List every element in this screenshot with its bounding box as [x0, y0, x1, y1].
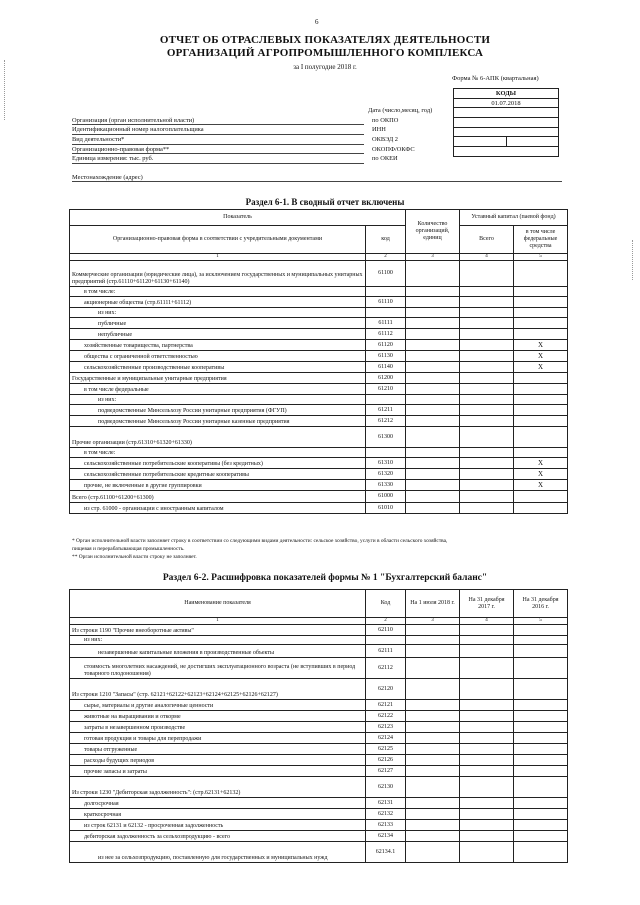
total-cell	[460, 427, 514, 448]
value-2018-07-cell	[406, 679, 460, 700]
section-6-2-table	[69, 589, 568, 863]
count-cell	[406, 340, 460, 351]
row-label: из нее за сельхозпродукцию, поставленную для государственных и муниципальных нужд	[70, 842, 366, 863]
form-number: Форма № 6-АПК (квартальная)	[452, 75, 539, 82]
code-header: код	[366, 226, 406, 254]
total-header: Всего	[460, 226, 514, 254]
col-number: 1	[70, 618, 366, 625]
col-number: 4	[460, 254, 514, 261]
row-code	[366, 308, 406, 318]
date-header: На 31 декабря 2017 г.	[460, 590, 514, 618]
value-2018-07-cell	[406, 744, 460, 755]
value-2017-12-cell	[460, 777, 514, 798]
value-2017-12-cell	[460, 842, 514, 863]
value-2016-12-cell	[514, 733, 568, 744]
row-code: 61100	[366, 261, 406, 287]
count-cell	[406, 329, 460, 340]
value-2017-12-cell	[460, 766, 514, 777]
value-2018-07-cell	[406, 711, 460, 722]
row-label: долгосрочная	[70, 798, 366, 809]
table-row	[70, 480, 568, 491]
row-label: затраты в незавершенном производстве	[70, 722, 366, 733]
total-cell	[460, 261, 514, 287]
federal-cell: X	[514, 469, 568, 480]
count-cell	[406, 395, 460, 405]
org-form-header: Организационно-правовая форма в соответствии с учредительными документами	[70, 226, 366, 254]
row-label: сельскохозяйственные потребительские кооперативы (без кредитных)	[70, 458, 366, 469]
count-cell	[406, 373, 460, 384]
row-code: 62130	[366, 777, 406, 798]
value-2016-12-cell	[514, 744, 568, 755]
table-row	[70, 625, 568, 636]
table-row	[70, 297, 568, 308]
row-code: 62110	[366, 625, 406, 636]
name-header: Наименование показателя	[70, 590, 366, 618]
federal-cell	[514, 287, 568, 297]
row-code: 62127	[366, 766, 406, 777]
value-2016-12-cell	[514, 645, 568, 658]
value-2017-12-cell	[460, 755, 514, 766]
federal-cell	[514, 395, 568, 405]
col-number: 1	[70, 254, 366, 261]
row-label: прочие, не включенные в другие группировки	[70, 480, 366, 491]
org-code-label: ОКВЭД 2	[372, 136, 398, 144]
value-2016-12-cell	[514, 700, 568, 711]
table-row	[70, 820, 568, 831]
margin-marks	[632, 240, 634, 280]
col-number: 2	[366, 618, 406, 625]
value-2017-12-cell	[460, 831, 514, 842]
capital-header: Уставный капитал (паевой фонд)	[460, 210, 568, 226]
total-cell	[460, 384, 514, 395]
total-cell	[460, 395, 514, 405]
org-label: Единица измерения: тыс. руб.	[72, 155, 154, 163]
okpo-code-cell	[454, 108, 559, 118]
total-cell	[460, 351, 514, 362]
value-2016-12-cell	[514, 777, 568, 798]
value-2016-12-cell	[514, 766, 568, 777]
row-code: 62123	[366, 722, 406, 733]
value-2016-12-cell	[514, 658, 568, 679]
total-cell	[460, 340, 514, 351]
value-2017-12-cell	[460, 809, 514, 820]
row-code: 61130	[366, 351, 406, 362]
table-row	[70, 658, 568, 679]
row-label: подведомственные Минсельхозу России унитарные казенные предприятия	[70, 416, 366, 427]
value-2018-07-cell	[406, 831, 460, 842]
row-code: 62133	[366, 820, 406, 831]
value-2016-12-cell	[514, 820, 568, 831]
federal-cell	[514, 261, 568, 287]
federal-cell: X	[514, 458, 568, 469]
value-2016-12-cell	[514, 722, 568, 733]
total-cell	[460, 405, 514, 416]
org-row	[72, 126, 452, 136]
federal-cell	[514, 373, 568, 384]
row-label: Из строки 1230 "Дебиторская задолженность": (стр.62131+62132)	[70, 777, 366, 798]
count-cell	[406, 287, 460, 297]
table-row	[70, 416, 568, 427]
col-number: 2	[366, 254, 406, 261]
table-row	[70, 469, 568, 480]
org-label: Организационно-правовая форма**	[72, 145, 170, 153]
row-code: 62122	[366, 711, 406, 722]
codes-heading: КОДЫ	[454, 89, 559, 99]
row-code: 61330	[366, 480, 406, 491]
row-label: Прочие организации (стр.61310+61320+61330)	[70, 427, 366, 448]
footnote-1: * Орган исполнительной власти заполняет строку в соответствии со следующими видами деятельности: сельское хозяйство, услуги в области сельского хозяйства,	[72, 538, 448, 544]
count-cell	[406, 448, 460, 458]
row-label: Коммерческие организации (юридические лица), за исключением государственных и муниципальных унитарных предприятий (стр.61110+61120+61130+61140)	[70, 261, 366, 287]
row-label: Всего (стр.61100+61200+61300)	[70, 491, 366, 503]
value-2017-12-cell	[460, 645, 514, 658]
count-cell	[406, 261, 460, 287]
report-subtitle: ОРГАНИЗАЦИЙ АГРОПРОМЫШЛЕННОГО КОМПЛЕКСА	[166, 47, 484, 59]
table-row	[70, 679, 568, 700]
row-label: сырье, материалы и другие аналогичные ценности	[70, 700, 366, 711]
federal-cell	[514, 318, 568, 329]
row-code: 62131	[366, 798, 406, 809]
total-cell	[460, 287, 514, 297]
footnote-2: ** Орган исполнительной власти строку не заполняет.	[72, 554, 197, 560]
value-2017-12-cell	[460, 711, 514, 722]
value-2018-07-cell	[406, 733, 460, 744]
count-cell	[406, 491, 460, 503]
federal-cell: X	[514, 480, 568, 491]
row-code: 62112	[366, 658, 406, 679]
value-2016-12-cell	[514, 831, 568, 842]
federal-cell	[514, 297, 568, 308]
row-code: 61212	[366, 416, 406, 427]
row-code: 61110	[366, 297, 406, 308]
table-row	[70, 384, 568, 395]
value-2017-12-cell	[460, 820, 514, 831]
federal-cell	[514, 308, 568, 318]
value-2016-12-cell	[514, 679, 568, 700]
org-code-label: по ОКЕИ	[372, 155, 398, 163]
footnote-1-cont: пищевая и перерабатывающая промышленность.	[72, 546, 185, 552]
value-2018-07-cell	[406, 636, 460, 645]
row-label: в том числе:	[70, 287, 366, 297]
federal-cell	[514, 384, 568, 395]
count-cell	[406, 297, 460, 308]
table-row	[70, 261, 568, 287]
row-code: 62126	[366, 755, 406, 766]
org-code-label: ОКОПФ/ОКФС	[372, 145, 415, 153]
table-row	[70, 798, 568, 809]
row-code	[366, 395, 406, 405]
row-code: 61140	[366, 362, 406, 373]
org-label: Организация (орган исполнительной власти)	[72, 116, 195, 124]
okei-code-cell	[454, 147, 559, 157]
federal-cell	[514, 416, 568, 427]
total-cell	[460, 416, 514, 427]
table-row	[70, 318, 568, 329]
row-label: из строк 62131 и 62132 - просроченная задолженность	[70, 820, 366, 831]
federal-cell: X	[514, 340, 568, 351]
table-row	[70, 308, 568, 318]
federal-cell	[514, 329, 568, 340]
value-2018-07-cell	[406, 625, 460, 636]
total-cell	[460, 308, 514, 318]
row-code: 61010	[366, 503, 406, 514]
margin-marks	[4, 60, 6, 120]
row-code	[366, 287, 406, 297]
table-row	[70, 448, 568, 458]
row-label: готовая продукция и товары для перепродажи	[70, 733, 366, 744]
count-cell	[406, 427, 460, 448]
total-cell	[460, 458, 514, 469]
report-title: ОТЧЕТ ОБ ОТРАСЛЕВЫХ ПОКАЗАТЕЛЯХ ДЕЯТЕЛЬНОСТИ	[159, 34, 491, 46]
row-label: Государственные и муниципальные унитарные предприятия	[70, 373, 366, 384]
row-code: 62111	[366, 645, 406, 658]
value-2018-07-cell	[406, 777, 460, 798]
col-number: 5	[514, 254, 568, 261]
row-label: публичные	[70, 318, 366, 329]
org-code-label: ИНН	[372, 126, 386, 134]
row-label: из стр. 61000 - организации с иностранным капиталом	[70, 503, 366, 514]
table-row	[70, 405, 568, 416]
row-label: акционерные общества (стр.61111+61112)	[70, 297, 366, 308]
value-2018-07-cell	[406, 755, 460, 766]
value-2016-12-cell	[514, 625, 568, 636]
value-2017-12-cell	[460, 700, 514, 711]
org-row	[72, 117, 452, 127]
value-2018-07-cell	[406, 842, 460, 863]
row-code: 62120	[366, 679, 406, 700]
okopf-code-cell	[454, 137, 507, 147]
value-2017-12-cell	[460, 722, 514, 733]
row-label: расходы будущих периодов	[70, 755, 366, 766]
total-cell	[460, 297, 514, 308]
value-2018-07-cell	[406, 722, 460, 733]
federal-cell	[514, 427, 568, 448]
location-line	[72, 181, 562, 182]
value-2018-07-cell	[406, 645, 460, 658]
table-row	[70, 831, 568, 842]
table-row	[70, 777, 568, 798]
value-2017-12-cell	[460, 658, 514, 679]
row-code	[366, 636, 406, 645]
codes-table	[453, 88, 559, 157]
row-code: 61320	[366, 469, 406, 480]
value-2018-07-cell	[406, 820, 460, 831]
section-6-1-title: Раздел 6-1. В сводный отчет включены	[245, 197, 405, 207]
total-cell	[460, 362, 514, 373]
count-cell	[406, 405, 460, 416]
row-label: сельскохозяйственные потребительские кредитные кооперативы	[70, 469, 366, 480]
value-2017-12-cell	[460, 798, 514, 809]
row-label: из них:	[70, 308, 366, 318]
table-row	[70, 842, 568, 863]
row-code: 62124	[366, 733, 406, 744]
table-row	[70, 427, 568, 448]
total-cell	[460, 503, 514, 514]
page-number: 6	[315, 18, 319, 26]
count-cell	[406, 416, 460, 427]
row-label: незавершенные капитальные вложения в производственные объекты	[70, 645, 366, 658]
row-label: подведомственные Минсельхозу России унитарные предприятия (ФГУП)	[70, 405, 366, 416]
row-label: Из строки 1210 "Запасы" (стр. 62121+62122+62123+62124+62125+62126+62127)	[70, 679, 366, 700]
table-row	[70, 722, 568, 733]
federal-cell	[514, 448, 568, 458]
value-2016-12-cell	[514, 636, 568, 645]
value-2017-12-cell	[460, 744, 514, 755]
row-label: животные на выращивании и откорме	[70, 711, 366, 722]
federal-cell	[514, 503, 568, 514]
value-2016-12-cell	[514, 809, 568, 820]
row-label: дебиторская задолженность за сельхозпродукцию - всего	[70, 831, 366, 842]
row-code: 62121	[366, 700, 406, 711]
org-row	[72, 146, 452, 156]
table-row	[70, 340, 568, 351]
count-cell	[406, 318, 460, 329]
row-code: 62132	[366, 809, 406, 820]
table-row	[70, 287, 568, 297]
row-label: товары отгруженные	[70, 744, 366, 755]
row-label: прочие запасы и затраты	[70, 766, 366, 777]
row-label: краткосрочная	[70, 809, 366, 820]
okved-code-cell	[454, 127, 559, 137]
row-code: 62125	[366, 744, 406, 755]
row-code	[366, 448, 406, 458]
total-cell	[460, 318, 514, 329]
value-2018-07-cell	[406, 809, 460, 820]
table-row	[70, 700, 568, 711]
count-cell	[406, 469, 460, 480]
count-cell	[406, 480, 460, 491]
col-number: 3	[406, 618, 460, 625]
count-cell	[406, 503, 460, 514]
date-value: 01.07.2018	[454, 98, 559, 108]
table-row	[70, 362, 568, 373]
table-row	[70, 503, 568, 514]
row-code: 61200	[366, 373, 406, 384]
row-label: Из строки 1190 "Прочие внеоборотные активы"	[70, 625, 366, 636]
okfs-code-cell	[506, 137, 559, 147]
value-2017-12-cell	[460, 733, 514, 744]
count-cell	[406, 384, 460, 395]
federal-header: в том числе федеральные средства	[514, 226, 568, 254]
row-label: из них:	[70, 395, 366, 405]
value-2018-07-cell	[406, 700, 460, 711]
row-code: 61310	[366, 458, 406, 469]
row-label: сельскохозяйственные производственные кооперативы	[70, 362, 366, 373]
row-code: 61210	[366, 384, 406, 395]
row-code: 61112	[366, 329, 406, 340]
row-code: 61211	[366, 405, 406, 416]
section-6-2-title: Раздел 6-2. Расшифровка показателей формы № 1 "Бухгалтерский баланс"	[162, 573, 488, 583]
federal-cell: X	[514, 362, 568, 373]
inn-code-cell	[454, 118, 559, 128]
count-cell	[406, 362, 460, 373]
date-header: На 31 декабря 2016 г.	[514, 590, 568, 618]
col-number: 3	[406, 254, 460, 261]
value-2018-07-cell	[406, 766, 460, 777]
value-2017-12-cell	[460, 625, 514, 636]
col-number: 4	[460, 618, 514, 625]
row-label: в том числе федеральные	[70, 384, 366, 395]
table-row	[70, 329, 568, 340]
value-2018-07-cell	[406, 658, 460, 679]
date-label: Дата (число,месяц, год)	[368, 107, 433, 114]
value-2016-12-cell	[514, 755, 568, 766]
org-details	[72, 107, 452, 165]
federal-cell	[514, 491, 568, 503]
total-cell	[460, 480, 514, 491]
value-2016-12-cell	[514, 711, 568, 722]
org-label: Вид деятельности*	[72, 136, 125, 144]
row-code: 62134	[366, 831, 406, 842]
value-2016-12-cell	[514, 798, 568, 809]
value-2018-07-cell	[406, 798, 460, 809]
table-row	[70, 755, 568, 766]
federal-cell	[514, 405, 568, 416]
value-2016-12-cell	[514, 842, 568, 863]
row-label: из них:	[70, 636, 366, 645]
org-code-label: по ОКПО	[372, 116, 399, 124]
total-cell	[460, 469, 514, 480]
table-row	[70, 645, 568, 658]
value-2017-12-cell	[460, 679, 514, 700]
table-row	[70, 458, 568, 469]
row-code: 61120	[366, 340, 406, 351]
date-row	[72, 107, 452, 117]
location-label: Местонахождение (адрес)	[72, 174, 143, 181]
table-row	[70, 766, 568, 777]
table-row	[70, 373, 568, 384]
count-cell	[406, 308, 460, 318]
row-code: 61000	[366, 491, 406, 503]
total-cell	[460, 491, 514, 503]
table-row	[70, 636, 568, 645]
indicator-header: Показатель	[70, 210, 406, 226]
table-row	[70, 491, 568, 503]
row-label: непубличные	[70, 329, 366, 340]
table-row	[70, 395, 568, 405]
org-row	[72, 155, 452, 165]
org-row	[72, 136, 452, 146]
federal-cell: X	[514, 351, 568, 362]
section-6-1-table	[69, 209, 568, 514]
row-code: 61300	[366, 427, 406, 448]
table-row	[70, 744, 568, 755]
row-code: 62134.1	[366, 842, 406, 863]
table-row	[70, 809, 568, 820]
org-label: Идентификационный номер налогоплательщика	[72, 126, 204, 134]
row-label: общества с ограниченной ответственностью	[70, 351, 366, 362]
code-header: Код	[366, 590, 406, 618]
col-number: 5	[514, 618, 568, 625]
table-row	[70, 733, 568, 744]
report-period: за I полугодие 2018 г.	[293, 63, 357, 71]
count-header: Количество организаций, единиц	[406, 210, 460, 254]
count-cell	[406, 458, 460, 469]
table-row	[70, 711, 568, 722]
row-code: 61111	[366, 318, 406, 329]
date-header: На 1 июля 2018 г.	[406, 590, 460, 618]
table-row	[70, 351, 568, 362]
value-2017-12-cell	[460, 636, 514, 645]
total-cell	[460, 373, 514, 384]
count-cell	[406, 351, 460, 362]
row-label: стоимость многолетних насаждений, не достигших эксплуатационного возраста (не вступивших в период товарного плодоношения)	[70, 658, 366, 679]
row-label: хозяйственные товарищества, партнерства	[70, 340, 366, 351]
total-cell	[460, 448, 514, 458]
total-cell	[460, 329, 514, 340]
row-label: в том числе:	[70, 448, 366, 458]
